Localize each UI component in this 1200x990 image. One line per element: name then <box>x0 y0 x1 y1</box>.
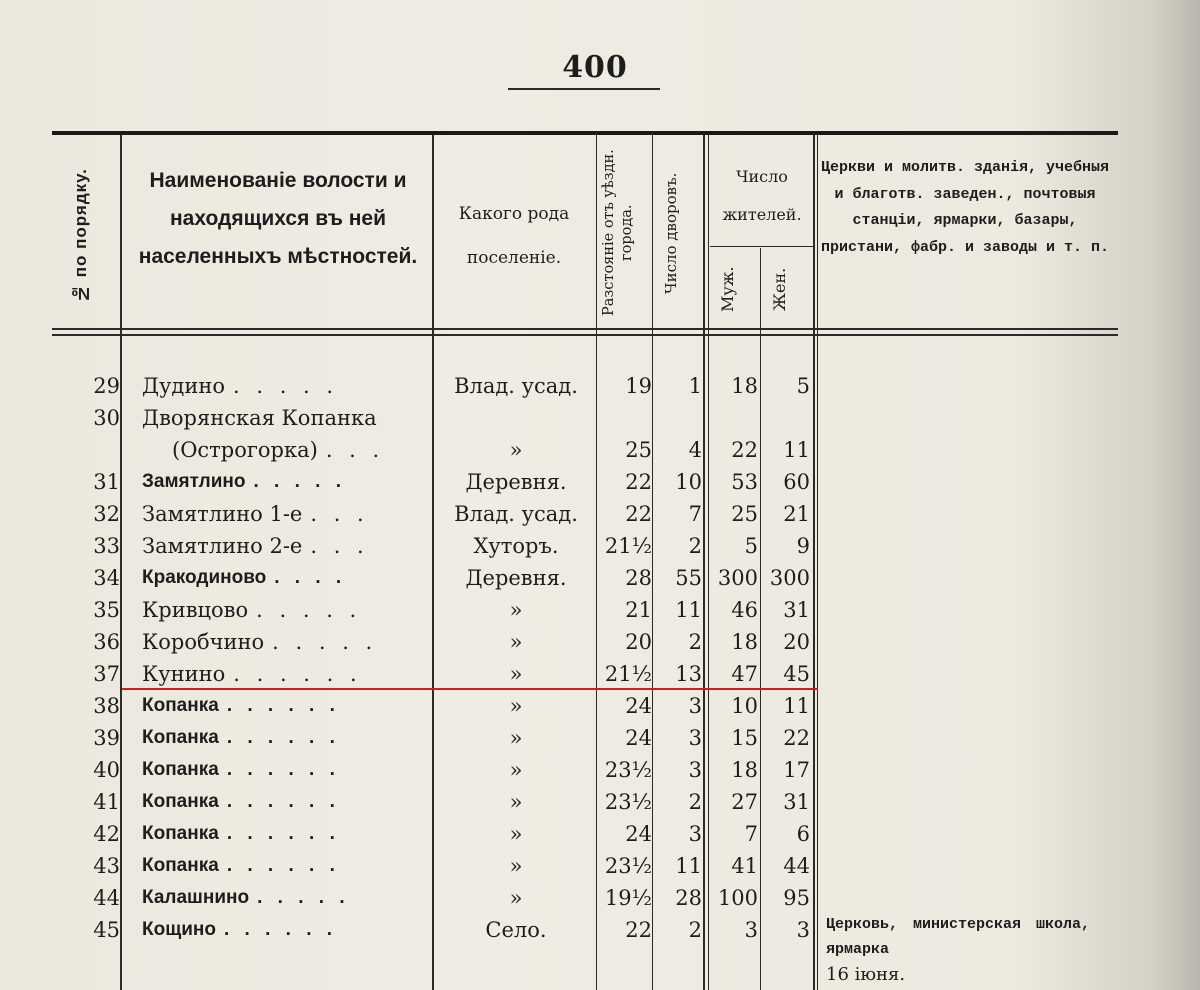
row-name <box>142 850 420 882</box>
row-male: 18 <box>731 630 758 654</box>
row-female: 22 <box>783 726 810 750</box>
row-female: 11 <box>783 694 810 718</box>
table-row <box>0 722 1200 754</box>
row-number: 43 <box>93 854 120 878</box>
row-name-text: Дворянская Копанка <box>142 406 377 430</box>
row-settlement-kind: » <box>509 694 523 718</box>
row-yards: 10 <box>675 470 702 494</box>
row-leader-dots: . . . . . <box>272 630 378 654</box>
row-distance: 21½ <box>604 662 652 686</box>
table-row <box>0 690 1200 722</box>
row-settlement-kind: Деревня. <box>465 566 567 590</box>
row-distance <box>598 402 652 434</box>
table-row <box>0 626 1200 658</box>
row-yards: 3 <box>688 694 702 718</box>
row-name <box>142 594 420 626</box>
row-yards: 2 <box>688 534 702 558</box>
row-45-institutions-note <box>826 912 1090 989</box>
row-distance: 23½ <box>604 854 652 878</box>
header-settlement-kind: Какого рода поселеніе. <box>458 204 570 268</box>
row-female: 95 <box>783 886 810 910</box>
row-name <box>142 466 420 498</box>
row-male: 53 <box>731 470 758 494</box>
row-female: 17 <box>783 758 810 782</box>
row-name-text: Коробчино <box>142 630 265 654</box>
header-distance: Разстояніе отъ уѣздн. города. <box>601 149 636 317</box>
row-yards <box>654 402 702 434</box>
header-female: Жен. <box>770 267 789 311</box>
row-name <box>142 434 450 466</box>
row-leader-dots: . . . . . . <box>226 823 340 844</box>
row-name-text: Замятлино <box>142 471 246 492</box>
row-yards: 3 <box>688 758 702 782</box>
row-yards: 11 <box>675 854 702 878</box>
row-number: 40 <box>93 758 120 782</box>
row-leader-dots: . . . <box>325 438 385 462</box>
row-female: 20 <box>783 630 810 654</box>
row-male: 100 <box>717 886 758 910</box>
row-settlement-kind: Влад. усад. <box>454 502 578 526</box>
row-distance: 28 <box>625 566 652 590</box>
row-name <box>142 402 420 434</box>
table-row <box>0 466 1200 498</box>
row-male: 300 <box>717 566 758 590</box>
row-leader-dots: . . . <box>310 502 369 526</box>
row-name-text: Копанка <box>142 823 219 844</box>
row-leader-dots: . . . . <box>274 567 347 588</box>
row-female: 5 <box>796 374 810 398</box>
row-number: 44 <box>93 886 120 910</box>
page-number: 400 <box>562 50 628 85</box>
row-settlement-kind: » <box>509 854 523 878</box>
row-distance: 22 <box>625 502 652 526</box>
row-name <box>142 690 420 722</box>
table-row <box>0 370 1200 402</box>
row-number: 35 <box>93 598 120 622</box>
row-male <box>706 402 758 434</box>
row-settlement-kind: » <box>509 790 523 814</box>
row-male: 18 <box>731 758 758 782</box>
row-female: 44 <box>783 854 810 878</box>
row-name-text: (Острогорка) <box>172 438 318 462</box>
row-male: 5 <box>744 534 758 558</box>
row-settlement-kind: » <box>509 758 523 782</box>
row-name <box>142 882 420 914</box>
row-male: 7 <box>744 822 758 846</box>
row-name-text: Кракодиново <box>142 567 267 588</box>
row-yards: 1 <box>688 374 702 398</box>
table-row <box>0 882 1200 914</box>
row-yards: 2 <box>688 790 702 814</box>
table-row <box>0 562 1200 594</box>
row-leader-dots: . . . . . . <box>226 791 340 812</box>
row-yards: 11 <box>675 598 702 622</box>
row-male: 15 <box>731 726 758 750</box>
row-name <box>142 786 420 818</box>
row-distance: 21½ <box>604 534 652 558</box>
row-name-text: Кривцово <box>142 598 249 622</box>
row-number: 36 <box>93 630 120 654</box>
header-bottom-rule <box>52 328 1118 330</box>
row-leader-dots: . . . . . . <box>224 919 338 940</box>
row-settlement-kind: » <box>509 630 523 654</box>
table-row <box>0 658 1200 690</box>
row-leader-dots: . . . . . . <box>226 855 340 876</box>
row-yards: 2 <box>688 630 702 654</box>
row-name-text: Кунино <box>142 662 226 686</box>
row-name-text: Калашнино <box>142 887 250 908</box>
row-distance: 24 <box>625 694 652 718</box>
row-distance: 19½ <box>604 886 652 910</box>
row-name <box>142 530 420 562</box>
red-underline-mark <box>122 688 818 690</box>
row-yards: 3 <box>688 726 702 750</box>
row-name-text: Копанка <box>142 759 219 780</box>
row-female: 11 <box>783 438 810 462</box>
row-name-text: Копанка <box>142 695 219 716</box>
header-bottom-rule-double <box>52 334 1118 336</box>
row-male: 47 <box>731 662 758 686</box>
row-female: 21 <box>783 502 810 526</box>
row-name <box>142 818 420 850</box>
row-leader-dots: . . . . . <box>256 598 362 622</box>
row-leader-dots: . . . . . . <box>233 662 362 686</box>
row-male: 3 <box>744 918 758 942</box>
row-female: 31 <box>783 790 810 814</box>
row-female: 300 <box>769 566 810 590</box>
table-row <box>0 786 1200 818</box>
row-male: 22 <box>731 438 758 462</box>
row-name-text: Копанка <box>142 791 219 812</box>
row-number: 31 <box>93 470 120 494</box>
row-female: 45 <box>783 662 810 686</box>
row-male: 25 <box>731 502 758 526</box>
row-name-text: Замятлино 2-е <box>142 534 303 558</box>
row-number: 29 <box>93 374 120 398</box>
note-text: Церковь, министерская школа, ярмарка <box>826 916 1090 958</box>
row-distance: 22 <box>625 918 652 942</box>
header-institutions: Церкви и молитв. зданія, учебныя и благотв. заведен., почтовыя станціи, ярмарки, базары, пристани, фабр. и заводы и т. п. <box>820 159 1110 256</box>
row-leader-dots: . . . <box>310 534 369 558</box>
row-name <box>142 562 420 594</box>
row-yards: 3 <box>688 822 702 846</box>
row-name-text: Копанка <box>142 855 219 876</box>
table-row <box>0 530 1200 562</box>
row-male: 41 <box>731 854 758 878</box>
row-leader-dots: . . . . . <box>253 471 347 492</box>
row-name-text: Дудино <box>142 374 225 398</box>
row-number: 41 <box>93 790 120 814</box>
row-settlement-kind <box>436 402 596 434</box>
row-female: 3 <box>796 918 810 942</box>
row-male: 18 <box>731 374 758 398</box>
header-population-rule <box>710 246 813 247</box>
row-yards: 55 <box>675 566 702 590</box>
row-yards: 4 <box>688 438 702 462</box>
row-yards: 7 <box>688 502 702 526</box>
row-name <box>142 754 420 786</box>
row-settlement-kind: Деревня. <box>465 470 567 494</box>
row-male: 10 <box>731 694 758 718</box>
row-leader-dots: . . . . . . <box>226 695 340 716</box>
row-yards: 28 <box>675 886 702 910</box>
row-settlement-kind: Село. <box>485 918 547 942</box>
row-number: 33 <box>93 534 120 558</box>
row-leader-dots: . . . . . . <box>226 759 340 780</box>
header-yards: Число дворовъ. <box>662 172 680 294</box>
table-row <box>0 754 1200 786</box>
row-name <box>142 658 420 690</box>
row-distance: 23½ <box>604 758 652 782</box>
note-last-line: 16 іюня. <box>826 964 906 985</box>
page-number-rule <box>508 88 660 90</box>
row-name-text: Кощино <box>142 919 216 940</box>
table-row <box>0 818 1200 850</box>
row-name <box>142 498 420 530</box>
row-name-text: Копанка <box>142 727 219 748</box>
row-distance: 22 <box>625 470 652 494</box>
row-distance: 20 <box>625 630 652 654</box>
table-top-border <box>52 131 1118 135</box>
table-row <box>0 434 1200 466</box>
row-number: 32 <box>93 502 120 526</box>
row-number <box>72 434 120 466</box>
row-distance: 23½ <box>604 790 652 814</box>
row-name <box>142 626 420 658</box>
row-name <box>142 914 420 946</box>
row-settlement-kind: » <box>509 438 523 462</box>
row-settlement-kind: » <box>509 886 523 910</box>
row-female: 31 <box>783 598 810 622</box>
row-name <box>142 722 420 754</box>
header-male: Муж. <box>718 266 737 312</box>
row-settlement-kind: Влад. усад. <box>454 374 578 398</box>
table-row <box>0 850 1200 882</box>
row-yards: 2 <box>688 918 702 942</box>
row-male: 27 <box>731 790 758 814</box>
row-female: 6 <box>796 822 810 846</box>
row-distance: 24 <box>625 822 652 846</box>
row-settlement-kind: » <box>509 726 523 750</box>
header-name: Наименованіе волости и находящихся въ ней населенныхъ мѣстностей. <box>138 169 418 268</box>
row-male: 46 <box>731 598 758 622</box>
row-number: 42 <box>93 822 120 846</box>
row-female: 9 <box>796 534 810 558</box>
row-number: 39 <box>93 726 120 750</box>
row-distance: 25 <box>625 438 652 462</box>
table-row <box>0 594 1200 626</box>
table-row <box>0 402 1200 434</box>
row-leader-dots: . . . . . . <box>226 727 340 748</box>
row-leader-dots: . . . . . <box>233 374 339 398</box>
row-number: 45 <box>93 918 120 942</box>
header-order-number: № по порядку. <box>71 168 90 304</box>
row-female <box>760 402 810 434</box>
table-row <box>0 498 1200 530</box>
row-settlement-kind: » <box>509 662 523 686</box>
row-settlement-kind: Хуторъ. <box>473 534 559 558</box>
row-number: 37 <box>93 662 120 686</box>
row-female: 60 <box>783 470 810 494</box>
row-name-text: Замятлино 1-е <box>142 502 303 526</box>
row-settlement-kind: » <box>509 822 523 846</box>
row-yards: 13 <box>675 662 702 686</box>
row-distance: 21 <box>625 598 652 622</box>
row-settlement-kind: » <box>509 598 523 622</box>
row-number: 38 <box>93 694 120 718</box>
row-number: 34 <box>93 566 120 590</box>
row-distance: 24 <box>625 726 652 750</box>
row-distance: 19 <box>625 374 652 398</box>
row-number: 30 <box>93 406 120 430</box>
row-leader-dots: . . . . . <box>257 887 350 908</box>
header-population: Число жителей. <box>722 167 802 224</box>
row-name <box>142 370 420 402</box>
